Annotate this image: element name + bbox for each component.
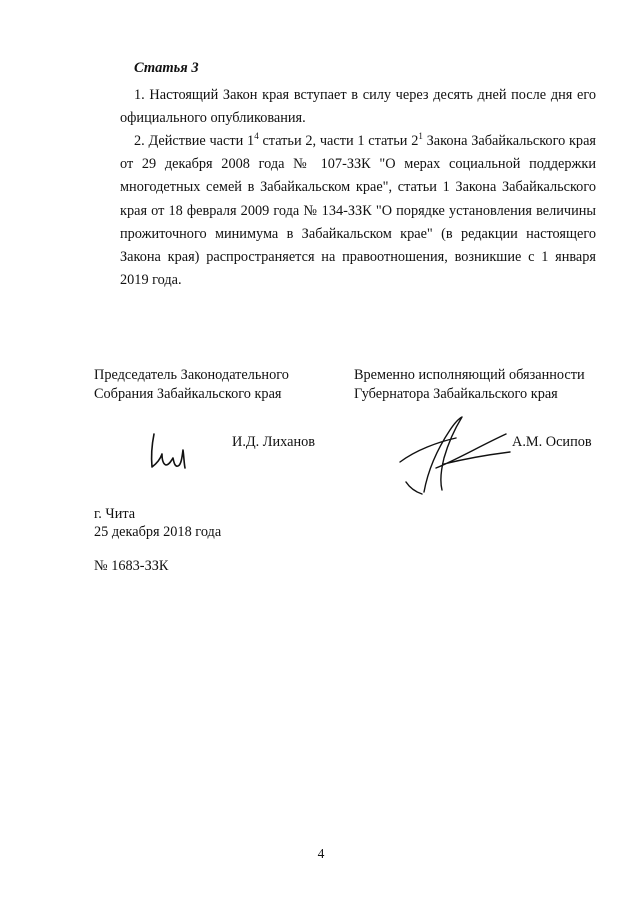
signature-right-handwritten xyxy=(394,412,514,496)
signatory-left-position xyxy=(94,366,289,403)
page-number: 4 xyxy=(317,846,325,861)
signatory-right-position-line-1: Временно исполняющий обязанности xyxy=(354,367,585,383)
signatory-right-position xyxy=(354,366,585,403)
signatory-right-position-line-2: Губернатора Забайкальского края xyxy=(354,385,558,402)
article-paragraph-2 xyxy=(120,130,596,292)
signatory-right-name: А.М. Осипов xyxy=(512,434,592,450)
law-number: № 1683-ЗЗК xyxy=(94,558,169,574)
signatory-left-position-line-1: Председатель Законодательного xyxy=(94,367,289,383)
paragraph-2-superscript-1: 4 xyxy=(254,131,259,141)
paragraph-2-text-part-2: статьи 2, части 1 статьи 2 xyxy=(258,133,419,149)
paragraph-2-text-part-3: Закона Забайкальского края от 29 декабря 2008 года № 107-ЗЗК "О мерах социальной поддержки многодетных семей в Забайкальском крае", статьи 1 Закона Забайкальского края от 18 февраля 2009 года № 134-ЗЗК "О порядке установления величины прожиточного минимума в Забайкальском крае" (в редакции настоящего Закона края) распространяется на правоотношения, возникшие с 1 января 2019 года. xyxy=(120,133,596,289)
paragraph-2-superscript-2: 1 xyxy=(418,131,423,141)
signature-left-handwritten xyxy=(140,430,192,474)
signing-date: 25 декабря 2018 года xyxy=(94,524,222,540)
article-paragraph-1: 1. Настоящий Закон края вступает в силу через десять дней после дня его официального опубликования. xyxy=(120,87,596,127)
signing-city: г. Чита xyxy=(94,506,136,522)
signatory-left-position-line-2: Собрания Забайкальского края xyxy=(94,385,282,402)
article-title: Статья 3 xyxy=(134,60,199,76)
signatory-left-name: И.Д. Лиханов xyxy=(232,434,316,450)
paragraph-2-text-part-1: 2. Действие части 1 xyxy=(134,133,255,149)
